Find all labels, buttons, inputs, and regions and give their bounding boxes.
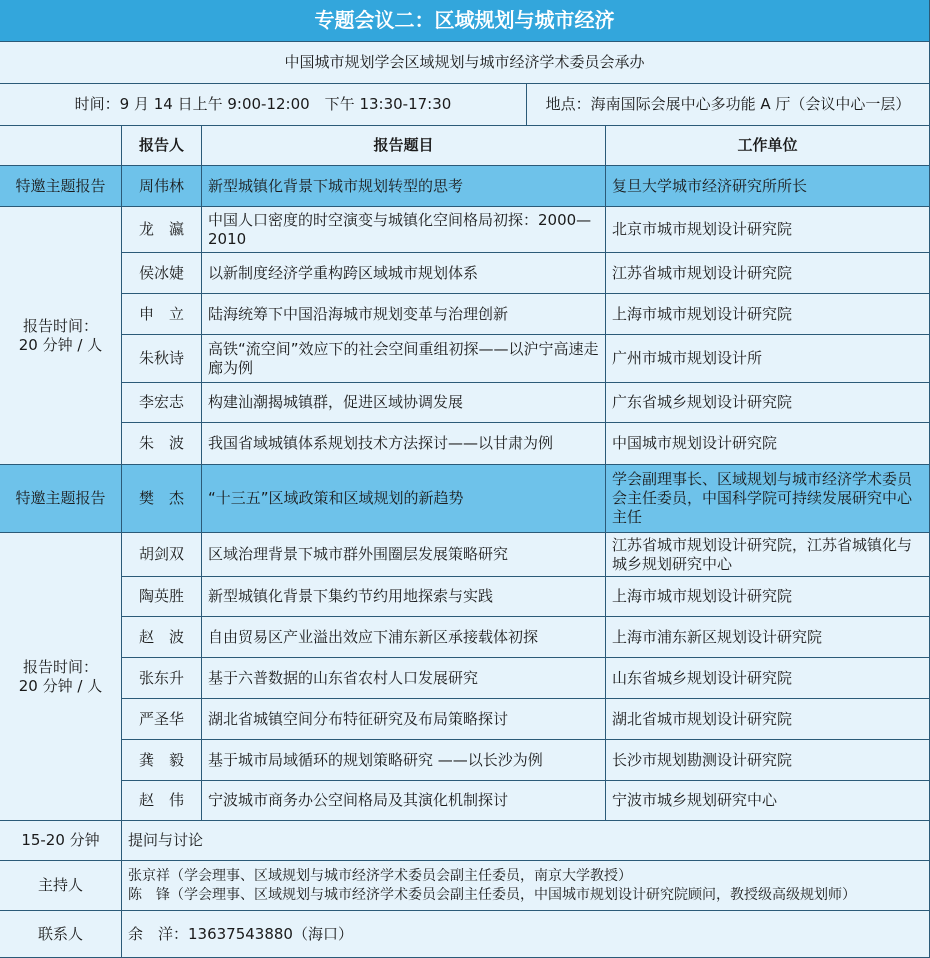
table-row-speaker — [122, 699, 202, 740]
table-row-topic — [202, 423, 606, 465]
table-row-unit-text: 湖北省城市规划设计研究院 — [612, 709, 793, 728]
keynote-1-unit-text: 复旦大学城市经济研究所所长 — [612, 176, 808, 195]
table-row-topic — [202, 617, 606, 658]
keynote-1-topic — [202, 166, 606, 207]
table-row-topic-text: 我国省域城镇体系规划技术方法探讨——以甘肃为例 — [208, 434, 554, 452]
keynote-2-unit — [606, 465, 930, 533]
table-row-speaker-text: 李宏志 — [138, 393, 184, 411]
table-row-unit-text: 江苏省城市规划设计研究院 — [612, 263, 793, 282]
discussion-content — [122, 821, 930, 861]
table-row-unit-text: 长沙市规划勘测设计研究院 — [612, 750, 793, 769]
table-row-unit-text: 上海市浦东新区规划设计研究院 — [612, 627, 823, 646]
table-row-speaker-text: 申 立 — [138, 304, 184, 323]
table-row-topic — [202, 294, 606, 335]
keynote-2-topic-text: “十三五”区域政策和区域规划的新趋势 — [208, 489, 464, 507]
table-row-unit-text: 山东省城乡规划设计研究院 — [612, 668, 793, 687]
table-row-topic-text: 湖北省城镇空间分布特征研究及布局策略探讨 — [208, 709, 509, 728]
discussion-label-text: 15-20 分钟 — [21, 831, 100, 849]
table-row-unit — [606, 658, 930, 699]
host-label — [0, 861, 122, 911]
table-row-topic-text: 以新制度经济学重构跨区域城市规划体系 — [208, 263, 479, 282]
table-row-topic — [202, 207, 606, 253]
table-row-unit — [606, 740, 930, 781]
table-row-unit-text: 江苏省城市规划设计研究院，江苏省城镇化与城乡规划研究中心 — [612, 535, 913, 573]
header-blank — [0, 126, 122, 166]
header-unit — [606, 126, 930, 166]
contact-label-text: 联系人 — [37, 924, 83, 943]
header-topic-text: 报告题目 — [373, 136, 434, 154]
table-row-topic — [202, 335, 606, 383]
table-row-speaker-text: 胡剑双 — [138, 545, 184, 563]
table-row-speaker-text: 朱 波 — [138, 434, 184, 452]
keynote-label — [0, 465, 122, 533]
keynote-2-speaker — [122, 465, 202, 533]
header-topic — [202, 126, 606, 166]
table-row-topic-text: 中国人口密度的时空演变与城镇化空间格局初探：2000—2010 — [208, 210, 592, 248]
keynote-2-topic — [202, 465, 606, 533]
report-time-label-text: 报告时间： 20 分钟 / 人 — [18, 657, 103, 695]
table-row-speaker — [122, 617, 202, 658]
host-item: 张京祥（学会理事、区域规划与城市经济学术委员会副主任委员，南京大学教授） — [128, 867, 632, 884]
table-row-unit-text: 北京市城市规划设计研究院 — [612, 220, 793, 238]
table-row-unit — [606, 294, 930, 335]
keynote-label-text: 特邀主题报告 — [15, 489, 106, 507]
table-row-unit — [606, 253, 930, 294]
table-row-unit — [606, 617, 930, 658]
table-row-unit — [606, 383, 930, 423]
table-row-speaker — [122, 658, 202, 699]
discussion-content-text: 提问与讨论 — [128, 831, 204, 849]
table-row-speaker — [122, 577, 202, 617]
table-row-topic-text: 新型城镇化背景下集约节约用地探索与实践 — [208, 587, 494, 605]
table-row-topic — [202, 383, 606, 423]
keynote-2-unit-text: 学会副理事长、区域规划与城市经济学术委员会主任委员，中国科学院可持续发展研究中心主任 — [612, 470, 913, 526]
organizer — [0, 42, 930, 84]
table-row-topic-text: 构建汕潮揭城镇群，促进区域协调发展 — [208, 393, 464, 411]
host-item: 陈 锋（学会理事、区域规划与城市经济学术委员会副主任委员，中国城市规划设计研究院顾问，教授级高级规划师） — [128, 886, 856, 903]
table-row-speaker — [122, 383, 202, 423]
report-time-label-text: 报告时间： 20 分钟 / 人 — [18, 316, 103, 354]
report-time-label — [0, 207, 122, 465]
table-row-topic-text: 基于城市局域循环的规划策略研究 ——以长沙为例 — [208, 750, 543, 769]
table-row-speaker — [122, 781, 202, 821]
keynote-1-unit — [606, 166, 930, 207]
table-row-unit — [606, 423, 930, 465]
table-row-speaker-text: 侯冰婕 — [138, 263, 184, 282]
contact-label — [0, 911, 122, 958]
table-row-topic — [202, 781, 606, 821]
table-row-speaker — [122, 533, 202, 577]
table-row-speaker — [122, 335, 202, 383]
table-row-unit-text: 宁波市城乡规划研究中心 — [612, 791, 778, 809]
header-unit-text: 工作单位 — [737, 136, 798, 154]
table-row-unit — [606, 781, 930, 821]
table-row-unit-text: 上海市城市规划设计研究院 — [612, 587, 793, 605]
table-row-topic — [202, 699, 606, 740]
keynote-label — [0, 166, 122, 207]
time-info — [0, 84, 527, 126]
time-info-text: 时间：9 月 14 日上午 9:00-12:00 下午 13:30-17:30 — [74, 95, 452, 113]
table-row-speaker-text: 陶英胜 — [138, 587, 184, 605]
page-title-text: 专题会议二：区域规划与城市经济 — [314, 8, 615, 32]
table-row-unit — [606, 699, 930, 740]
table-row-speaker — [122, 740, 202, 781]
table-row-speaker-text: 龚 毅 — [138, 750, 184, 769]
host-list — [122, 861, 930, 911]
table-row-speaker — [122, 253, 202, 294]
table-row-unit-text: 广州市城市规划设计所 — [612, 349, 763, 367]
table-row-speaker-text: 赵 伟 — [138, 791, 184, 809]
table-row-unit-text: 中国城市规划设计研究院 — [612, 434, 778, 452]
host-label-text: 主持人 — [37, 876, 83, 894]
table-row-topic-text: 宁波城市商务办公空间格局及其演化机制探讨 — [208, 791, 509, 809]
table-row-unit — [606, 577, 930, 617]
table-row-speaker — [122, 423, 202, 465]
table-row-unit — [606, 207, 930, 253]
organizer-text: 中国城市规划学会区域规划与城市经济学术委员会承办 — [284, 53, 645, 71]
report-time-label — [0, 533, 122, 821]
table-row-topic-text: 自由贸易区产业溢出效应下浦东新区承接载体初探 — [208, 627, 539, 646]
header-speaker-text: 报告人 — [138, 136, 184, 154]
table-row-speaker-text: 严圣华 — [138, 709, 184, 728]
table-row-unit-text: 上海市城市规划设计研究院 — [612, 304, 793, 323]
page-title — [0, 0, 930, 42]
table-row-topic-text: 基于六普数据的山东省农村人口发展研究 — [208, 668, 479, 687]
table-row-topic-text: 区域治理背景下城市群外围圈层发展策略研究 — [208, 545, 509, 563]
table-row-unit-text: 广东省城乡规划设计研究院 — [612, 393, 793, 411]
keynote-1-speaker-text: 周伟林 — [138, 176, 184, 195]
keynote-1-speaker — [122, 166, 202, 207]
table-row-topic-text: 高铁“流空间”效应下的社会空间重组初探——以沪宁高速走廊为例 — [208, 339, 599, 377]
table-row-speaker — [122, 207, 202, 253]
table-row-speaker — [122, 294, 202, 335]
discussion-label — [0, 821, 122, 861]
keynote-label-text: 特邀主题报告 — [15, 176, 106, 195]
location-info-text: 地点：海南国际会展中心多功能 A 厅（会议中心一层） — [545, 95, 911, 113]
table-row-unit — [606, 533, 930, 577]
header-speaker — [122, 126, 202, 166]
contact-content — [122, 911, 930, 958]
keynote-1-topic-text: 新型城镇化背景下城市规划转型的思考 — [208, 176, 464, 195]
table-row-topic — [202, 577, 606, 617]
table-row-speaker-text: 龙 瀛 — [138, 220, 184, 238]
table-row-topic — [202, 740, 606, 781]
table-row-topic — [202, 658, 606, 699]
table-row-unit — [606, 335, 930, 383]
contact-content-text: 余 洋：13637543880（海口） — [128, 924, 353, 943]
keynote-2-speaker-text: 樊 杰 — [138, 489, 184, 507]
table-row-topic — [202, 533, 606, 577]
table-row-speaker-text: 张东升 — [138, 668, 184, 687]
table-row-topic — [202, 253, 606, 294]
table-row-speaker-text: 朱秋诗 — [138, 349, 184, 367]
table-row-topic-text: 陆海统筹下中国沿海城市规划变革与治理创新 — [208, 304, 509, 323]
table-row-speaker-text: 赵 波 — [138, 627, 184, 646]
location-info — [527, 84, 930, 126]
